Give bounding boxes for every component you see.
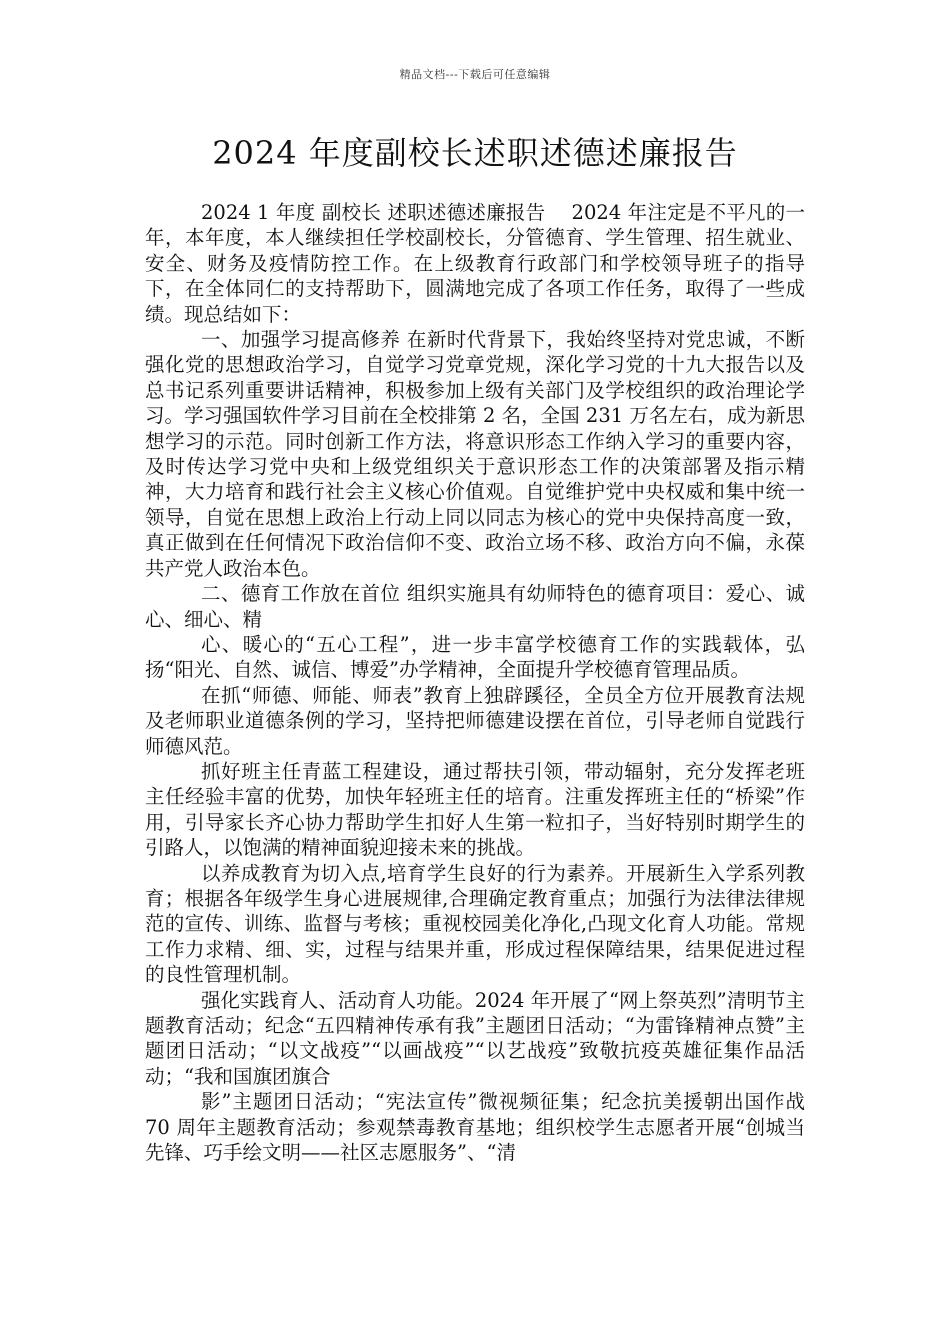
- document-title: 2024 年度副校长述职述德述廉报告: [212, 134, 738, 172]
- paragraph-head-teachers: 抓好班主任青蓝工程建设，通过帮扶引领，带动辐射，充分发挥老班主任经验丰富的优势，加快年轻班主任的培育。注重发挥班主任的“桥梁”作用，引导家长齐心协力帮助学生扣好人生第一粒扣子，当好特别时期学生的引路人，以饱满的精神面貌迎接未来的挑战。: [145, 759, 805, 860]
- paragraph-moral-education-heading: 二、德育工作放在首位 组织实施具有幼师特色的德育项目：爱心、诚心、细心、精: [145, 582, 805, 631]
- paragraph-practice-activities: 强化实践育人、活动育人功能。2024 年开展了“网上祭英烈”清明节主题教育活动；纪念“五四精神传承有我”主题团日活动；“为雷锋精神点赞”主题团日活动；“以文战疫”“以画战疫”“以艺战疫”致敬抗疫英雄征集作品活动；“我和国旗团旗合: [145, 988, 805, 1088]
- paragraph-teacher-ethics: 在抓“师德、师能、师表”教育上独辟蹊径，全员全方位开展教育法规及老师职业道德条例的学习，坚持把师德建设摆在首位，引导老师自觉践行师德风范。: [145, 683, 805, 758]
- document-body: [145, 200, 805, 1165]
- paragraph-intro: 2024 1 年度 副校长 述职述德述廉报告 2024 年注定是不平凡的一年，本年度，本人继续担任学校副校长，分管德育、学生管理、招生就业、安全、财务及疫情防控工作。在上级教育行政部门和学校领导班子的指导下，在全体同仁的支持帮助下，圆满地完成了各项工作任务，取得了一些成绩。现总结如下：: [145, 201, 805, 326]
- paragraph-study: 一、加强学习提高修养 在新时代背景下，我始终坚持对党忠诚，不断强化党的思想政治学习，自觉学习党章党规，深化学习党的十九大报告以及总书记系列重要讲话精神，积极参加上级有关部门及学校组织的政治理论学习。学习强国软件学习目前在全校排第 2 名，全国 231 万名左右，成为新思想学习的示范。同时创新工作方法，将意识形态工作纳入学习的重要内容，及时传达学习党中央和上级党组织关于意识形态工作的决策部署及指示精神，大力培育和践行社会主义核心价值观。自觉维护党中央权威和集中统一领导，自觉在思想上政治上行动上同以同志为核心的党中央保持高度一致，真正做到在任何情况下政治信仰不变、政治立场不移、政治方向不偏，永葆共产党人政治本色。: [145, 328, 805, 580]
- paragraph-habit-education: 以养成教育为切入点,培育学生良好的行为素养。开展新生入学系列教育；根据各年级学生身心进展规律,合理确定教育重点；加强行为法律法律规范的宣传、训练、监督与考核；重视校园美化净化,凸现文化育人功能。常规工作力求精、细、实，过程与结果并重，形成过程保障结果，结果促进过程的良性管理机制。: [145, 861, 805, 987]
- paragraph-activities-continued: 影”主题团日活动；“宪法宣传”微视频征集；纪念抗美援朝出国作战 70 周年主题教育活动；参观禁毒教育基地；组织校学生志愿者开展“创城当先锋、巧手绘文明——社区志愿服务”、“清: [145, 1090, 805, 1165]
- header-note: 精品文档---下载后可任意编辑: [399, 68, 551, 81]
- paragraph-five-hearts: 心、暖心的“五心工程”，进一步丰富学校德育工作的实践载体，弘扬“阳光、自然、诚信、博爱”办学精神，全面提升学校德育管理品质。: [145, 632, 805, 682]
